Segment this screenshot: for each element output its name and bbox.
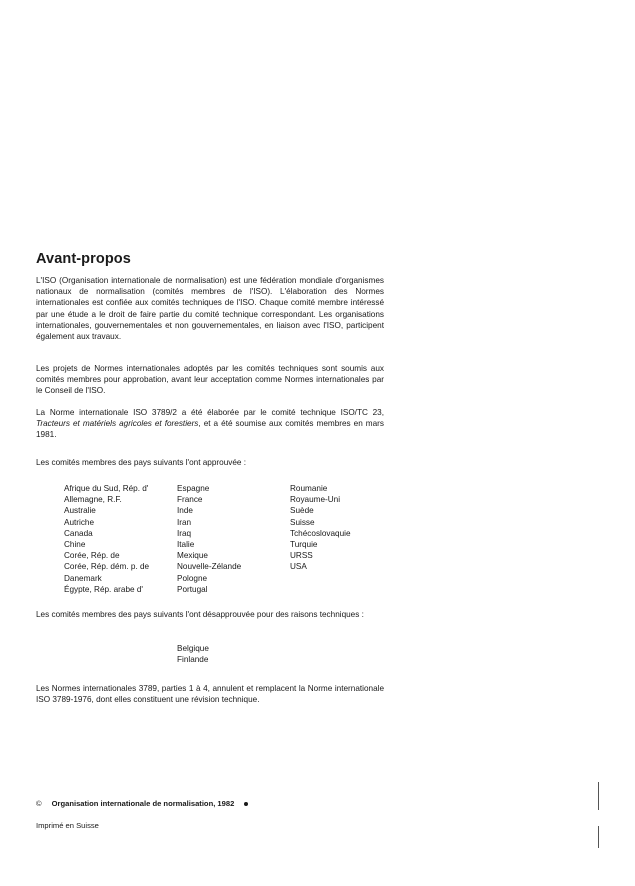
page-title: Avant-propos <box>36 251 131 267</box>
copyright-text: Organisation internationale de normalisation, 1982 <box>51 799 235 808</box>
country-item: Suisse <box>290 517 315 527</box>
country-item: Allemagne, R.F. <box>64 495 122 505</box>
country-item: Tchécoslovaquie <box>290 528 351 538</box>
approval-intro: Les comités membres des pays suivants l'ont approuvée : <box>36 458 246 467</box>
disapproval-intro: Les comités membres des pays suivants l'ont désapprouvée pour des raisons techniques : <box>36 610 364 619</box>
copyright-line <box>36 799 248 809</box>
revision-paragraph: Les Normes internationales 3789, parties 1 à 4, annulent et remplacent la Norme internationale ISO 3789-1976, dont elles constituent une révision technique. <box>36 684 384 705</box>
country-item: Autriche <box>64 517 95 527</box>
country-item: Belgique <box>177 644 209 653</box>
country-item: Danemark <box>64 573 102 583</box>
approving-countries-col1 <box>64 483 149 595</box>
committee-paragraph <box>36 407 384 441</box>
country-item: Turquie <box>290 540 318 550</box>
country-item: Pologne <box>177 573 208 583</box>
country-item: Australie <box>64 506 96 516</box>
committee-name: Tracteurs et matériels agricoles et forestiers <box>36 419 199 429</box>
country-item: Mexique <box>177 551 208 561</box>
country-item: Corée, Rép. dém. p. de <box>64 562 150 572</box>
committee-paragraph-start: La Norme internationale ISO 3789/2 a été élaborée par le comité technique ISO/TC 23, <box>36 408 384 417</box>
country-item: USA <box>290 562 307 572</box>
country-item: Iraq <box>177 528 192 538</box>
bullet-icon <box>244 802 248 806</box>
intro-paragraph: L'ISO (Organisation internationale de normalisation) est une fédération mondiale d'organismes nationaux de normalisation (comités membres de l'ISO). L'élaboration des Normes internationales est confiée aux comités techniques de l'ISO. Chaque comité membre intéressé par une étude a le droit de faire partie du comité technique correspondant. Les organisations internationales, gouvernementales et non gouvernementales, en liaison avec l'ISO, participent également aux travaux. <box>36 276 384 342</box>
committee-paragraph-end: , et a été soumise aux comités membres en mars 1981. <box>36 419 384 440</box>
country-item: Canada <box>64 528 93 538</box>
country-item: Chine <box>64 540 86 550</box>
scan-edge-mark <box>598 826 599 848</box>
country-item: Italie <box>177 540 195 550</box>
scan-edge-mark <box>598 782 599 810</box>
approving-countries-col3 <box>290 483 351 573</box>
country-item: Suède <box>290 506 314 516</box>
country-item: URSS <box>290 551 313 561</box>
country-item: Finlande <box>177 655 209 665</box>
country-item: Roumanie <box>290 484 328 493</box>
country-item: Afrique du Sud, Rép. d' <box>64 484 149 493</box>
country-item: France <box>177 495 203 505</box>
country-item: Iran <box>177 517 192 527</box>
approving-countries-col2 <box>177 483 241 595</box>
adoption-paragraph: Les projets de Normes internationales adoptés par les comités techniques sont soumis aux comités membres pour approbation, avant leur acceptation comme Normes internationales par le Conseil de l'ISO. <box>36 364 384 396</box>
country-item: Royaume-Uni <box>290 495 341 505</box>
copyright-icon: © <box>36 799 42 808</box>
disapproving-countries <box>177 643 209 665</box>
country-item: Espagne <box>177 484 210 493</box>
country-item: Corée, Rép. de <box>64 551 120 561</box>
country-item: Nouvelle-Zélande <box>177 562 242 572</box>
country-item: Égypte, Rép. arabe d' <box>64 584 143 594</box>
country-item: Portugal <box>177 584 208 594</box>
printed-in: Imprimé en Suisse <box>36 821 99 830</box>
country-item: Inde <box>177 506 193 516</box>
